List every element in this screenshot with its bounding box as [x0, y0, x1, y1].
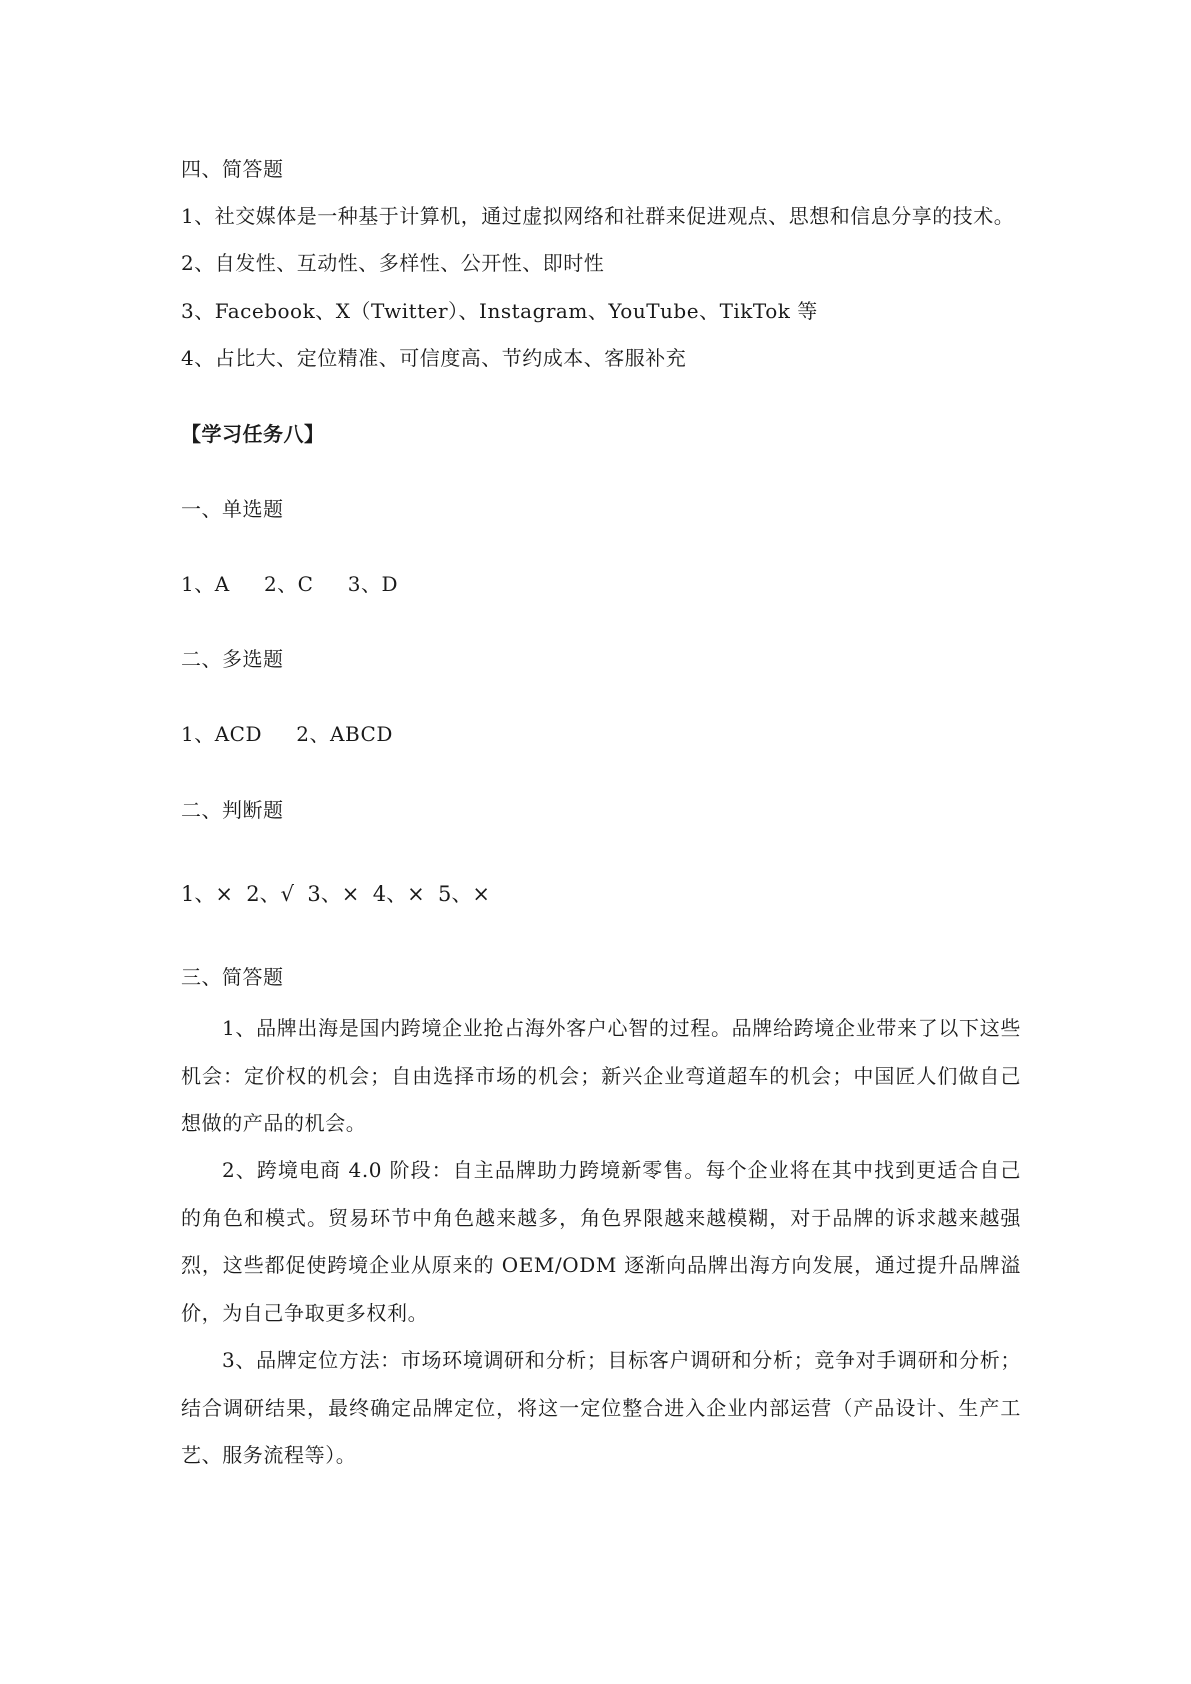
single-choice-answers: 1、A 2、C 3、D: [181, 572, 399, 596]
answer-item: 2、自发性、互动性、多样性、公开性、即时性: [181, 251, 605, 275]
answer-item: 4、占比大、定位精准、可信度高、节约成本、客服补充: [181, 346, 687, 370]
section-heading-single-choice: 一、单选题: [181, 497, 284, 521]
multi-choice-answers: 1、ACD 2、ABCD: [181, 722, 393, 746]
section-heading-short-answer-2: 三、简答题: [181, 965, 284, 989]
answer-paragraph: 2、跨境电商 4.0 阶段：自主品牌助力跨境新零售。每个企业将在其中找到更适合自己的角色和模式。贸易环节中角色越来越多，角色界限越来越模糊，对于品牌的诉求越来越强烈，这些都促使跨境企业从原来的 OEM/ODM 逐渐向品牌出海方向发展，通过提升品牌溢价，为自己争取更多权利。: [181, 1158, 1021, 1325]
section-heading-short-answer: 四、简答题: [181, 157, 284, 181]
judgement-answers: 1、× 2、√ 3、× 4、× 5、×: [181, 882, 490, 906]
section-heading-multi-choice: 二、多选题: [181, 647, 284, 671]
answer-paragraph: 3、品牌定位方法：市场环境调研和分析；目标客户调研和分析；竞争对手调研和分析；结合调研结果，最终确定品牌定位，将这一定位整合进入企业内部运营（产品设计、生产工艺、服务流程等）。: [181, 1348, 1021, 1467]
answer-item: 3、Facebook、X（Twitter）、Instagram、YouTube、TikTok 等: [181, 299, 818, 323]
task-title: 【学习任务八】: [181, 422, 325, 446]
section-heading-judgement: 二、判断题: [181, 798, 284, 822]
answer-item: 1、社交媒体是一种基于计算机，通过虚拟网络和社群来促进观点、思想和信息分享的技术。: [181, 204, 1015, 228]
answer-paragraph: 1、品牌出海是国内跨境企业抢占海外客户心智的过程。品牌给跨境企业带来了以下这些机会：定价权的机会；自由选择市场的机会；新兴企业弯道超车的机会；中国匠人们做自己想做的产品的机会。: [181, 1016, 1021, 1135]
